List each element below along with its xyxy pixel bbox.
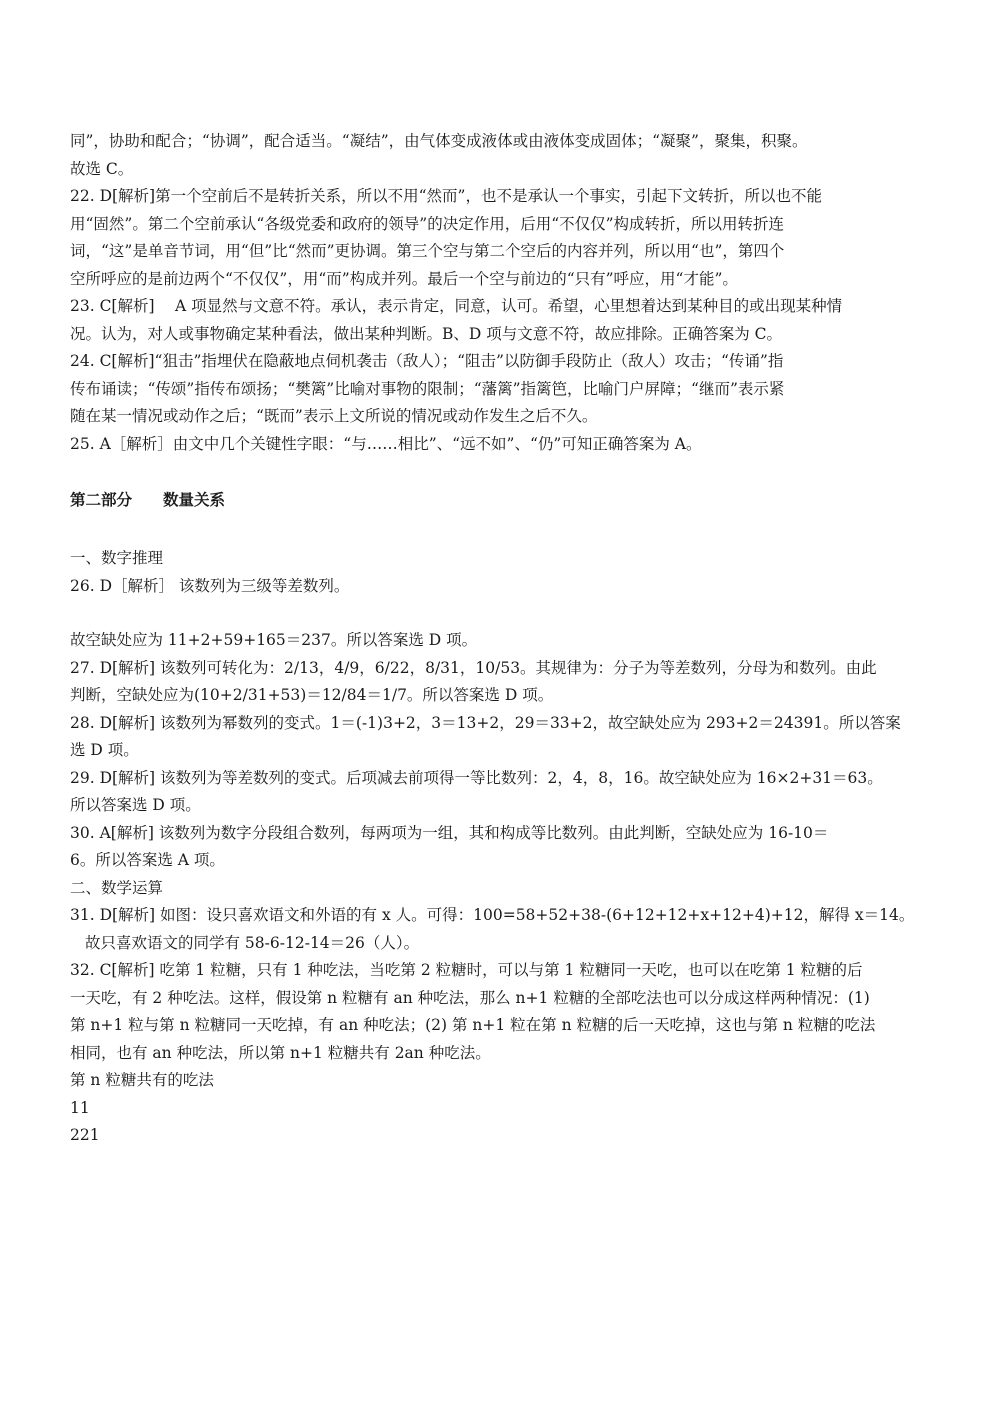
text-line: 25. A［解析］由文中几个关键性字眼：“与……相比”、“远不如”、“仍”可知正确答案为 A。 [70, 434, 702, 453]
text-line: 6。所以答案选 A 项。 [70, 851, 225, 869]
text-line: 同”，协助和配合；“协调”，配合适当。“凝结”，由气体变成液体或由液体变成固体；“凝聚”，聚集，积聚。 [70, 132, 808, 150]
text-line: 32. C[解析] 吃第 1 粒糖，只有 1 种吃法，当吃第 2 粒糖时，可以与第 1 粒糖同一天吃，也可以在吃第 1 粒糖的后 [70, 961, 863, 979]
subsection-title: 一、数字推理 [70, 549, 164, 567]
text-line: 31. D[解析] 如图：设只喜欢语文和外语的有 x 人。可得：100=58+52+38-(6+12+12+x+12+4)+12，解得 x＝14。 [70, 906, 915, 924]
text-line: 用“固然”。第二个空前承认“各级党委和政府的领导”的决定作用，后用“不仅仅”构成转折，所以用转折连 [70, 214, 785, 233]
text-line: 27. D[解析] 该数列可转化为：2/13，4/9，6/22，8/31，10/53。其规律为：分子为等差数列，分母为和数列。由此 [70, 658, 877, 677]
document-body [70, 128, 932, 1150]
subsection-title: 二、数学运算 [70, 878, 164, 897]
text-line: 选 D 项。 [70, 741, 139, 759]
section-heading: 第二部分 数量关系 [70, 491, 226, 509]
text-line: 相同，也有 an 种吃法，所以第 n+1 粒糖共有 2an 种吃法。 [70, 1043, 491, 1062]
text-line: 故选 C。 [70, 159, 134, 178]
text-line: 判断，空缺处应为(10+2/31+53)＝12/84＝1/7。所以答案选 D 项。 [70, 686, 554, 704]
text-line: 26. D［解析］ 该数列为三级等差数列。 [70, 576, 350, 595]
text-line: 故只喜欢语文的同学有 58-6-12-14＝26（人）。 [85, 933, 420, 952]
text-line: 所以答案选 D 项。 [70, 796, 201, 814]
text-line: 28. D[解析] 该数列为幂数列的变式。1＝(-1)3+2，3＝13+2，29＝33+2，故空缺处应为 293+2＝24391。所以答案 [70, 713, 901, 732]
text-line: 况。认为，对人或事物确定某种看法，做出某种判断。B、D 项与文意不符，故应排除。正确答案为 C。 [70, 324, 783, 343]
answer-explanations-part1 [70, 128, 932, 458]
text-line: 24. C[解析]“狙击”指埋伏在隐蔽地点伺机袭击（敌人）；“阻击”以防御手段防止（敌人）攻击；“传诵”指 [70, 352, 784, 370]
text-line: 传布诵读；“传颂”指传布颂扬；“樊篱”比喻对事物的限制；“藩篱”指篱笆，比喻门户屏障；“继而”表示紧 [70, 379, 785, 398]
text-line: 一天吃，有 2 种吃法。这样，假设第 n 粒糖有 an 种吃法，那么 n+1 粒糖的全部吃法也可以分成这样两种情况：(1) [70, 988, 870, 1007]
answer-explanations-part2 [70, 627, 932, 957]
text-line: 30. A[解析] 该数列为数字分段组合数列，每两项为一组，其和构成等比数列。由此判断，空缺处应为 16-10＝ [70, 823, 829, 842]
text-line: 第 n+1 粒与第 n 粒糖同一天吃掉，有 an 种吃法；(2) 第 n+1 粒在第 n 粒糖的后一天吃掉，这也与第 n 粒糖的吃法 [70, 1016, 876, 1034]
text-line: 11 [70, 1098, 90, 1117]
text-line: 第 n 粒糖共有的吃法 [70, 1071, 214, 1089]
text-line: 23. C[解析] A 项显然与文意不符。承认，表示肯定，同意，认可。希望，心里想着达到某种目的或出现某种情 [70, 297, 843, 315]
answer-explanations-part3 [70, 957, 932, 1150]
text-line: 22. D[解析]第一个空前后不是转折关系，所以不用“然而”，也不是承认一个事实，引起下文转折，所以也不能 [70, 187, 822, 205]
text-line: 随在某一情况或动作之后；“既而”表示上文所说的情况或动作发生之后不久。 [70, 407, 598, 425]
text-line: 故空缺处应为 11+2+59+165＝237。所以答案选 D 项。 [70, 631, 478, 649]
text-line: 词，“这”是单音节词，用“但”比“然而”更协调。第三个空与第二个空后的内容并列，所以用“也”，第四个 [70, 242, 785, 260]
text-line: 空所呼应的是前边两个“不仅仅”，用“而”构成并列。最后一个空与前边的“只有”呼应，用“才能”。 [70, 269, 738, 288]
text-line: 29. D[解析] 该数列为等差数列的变式。后项减去前项得一等比数列：2，4，8，16。故空缺处应为 16×2+31＝63。 [70, 768, 883, 787]
text-line: 221 [70, 1126, 100, 1144]
